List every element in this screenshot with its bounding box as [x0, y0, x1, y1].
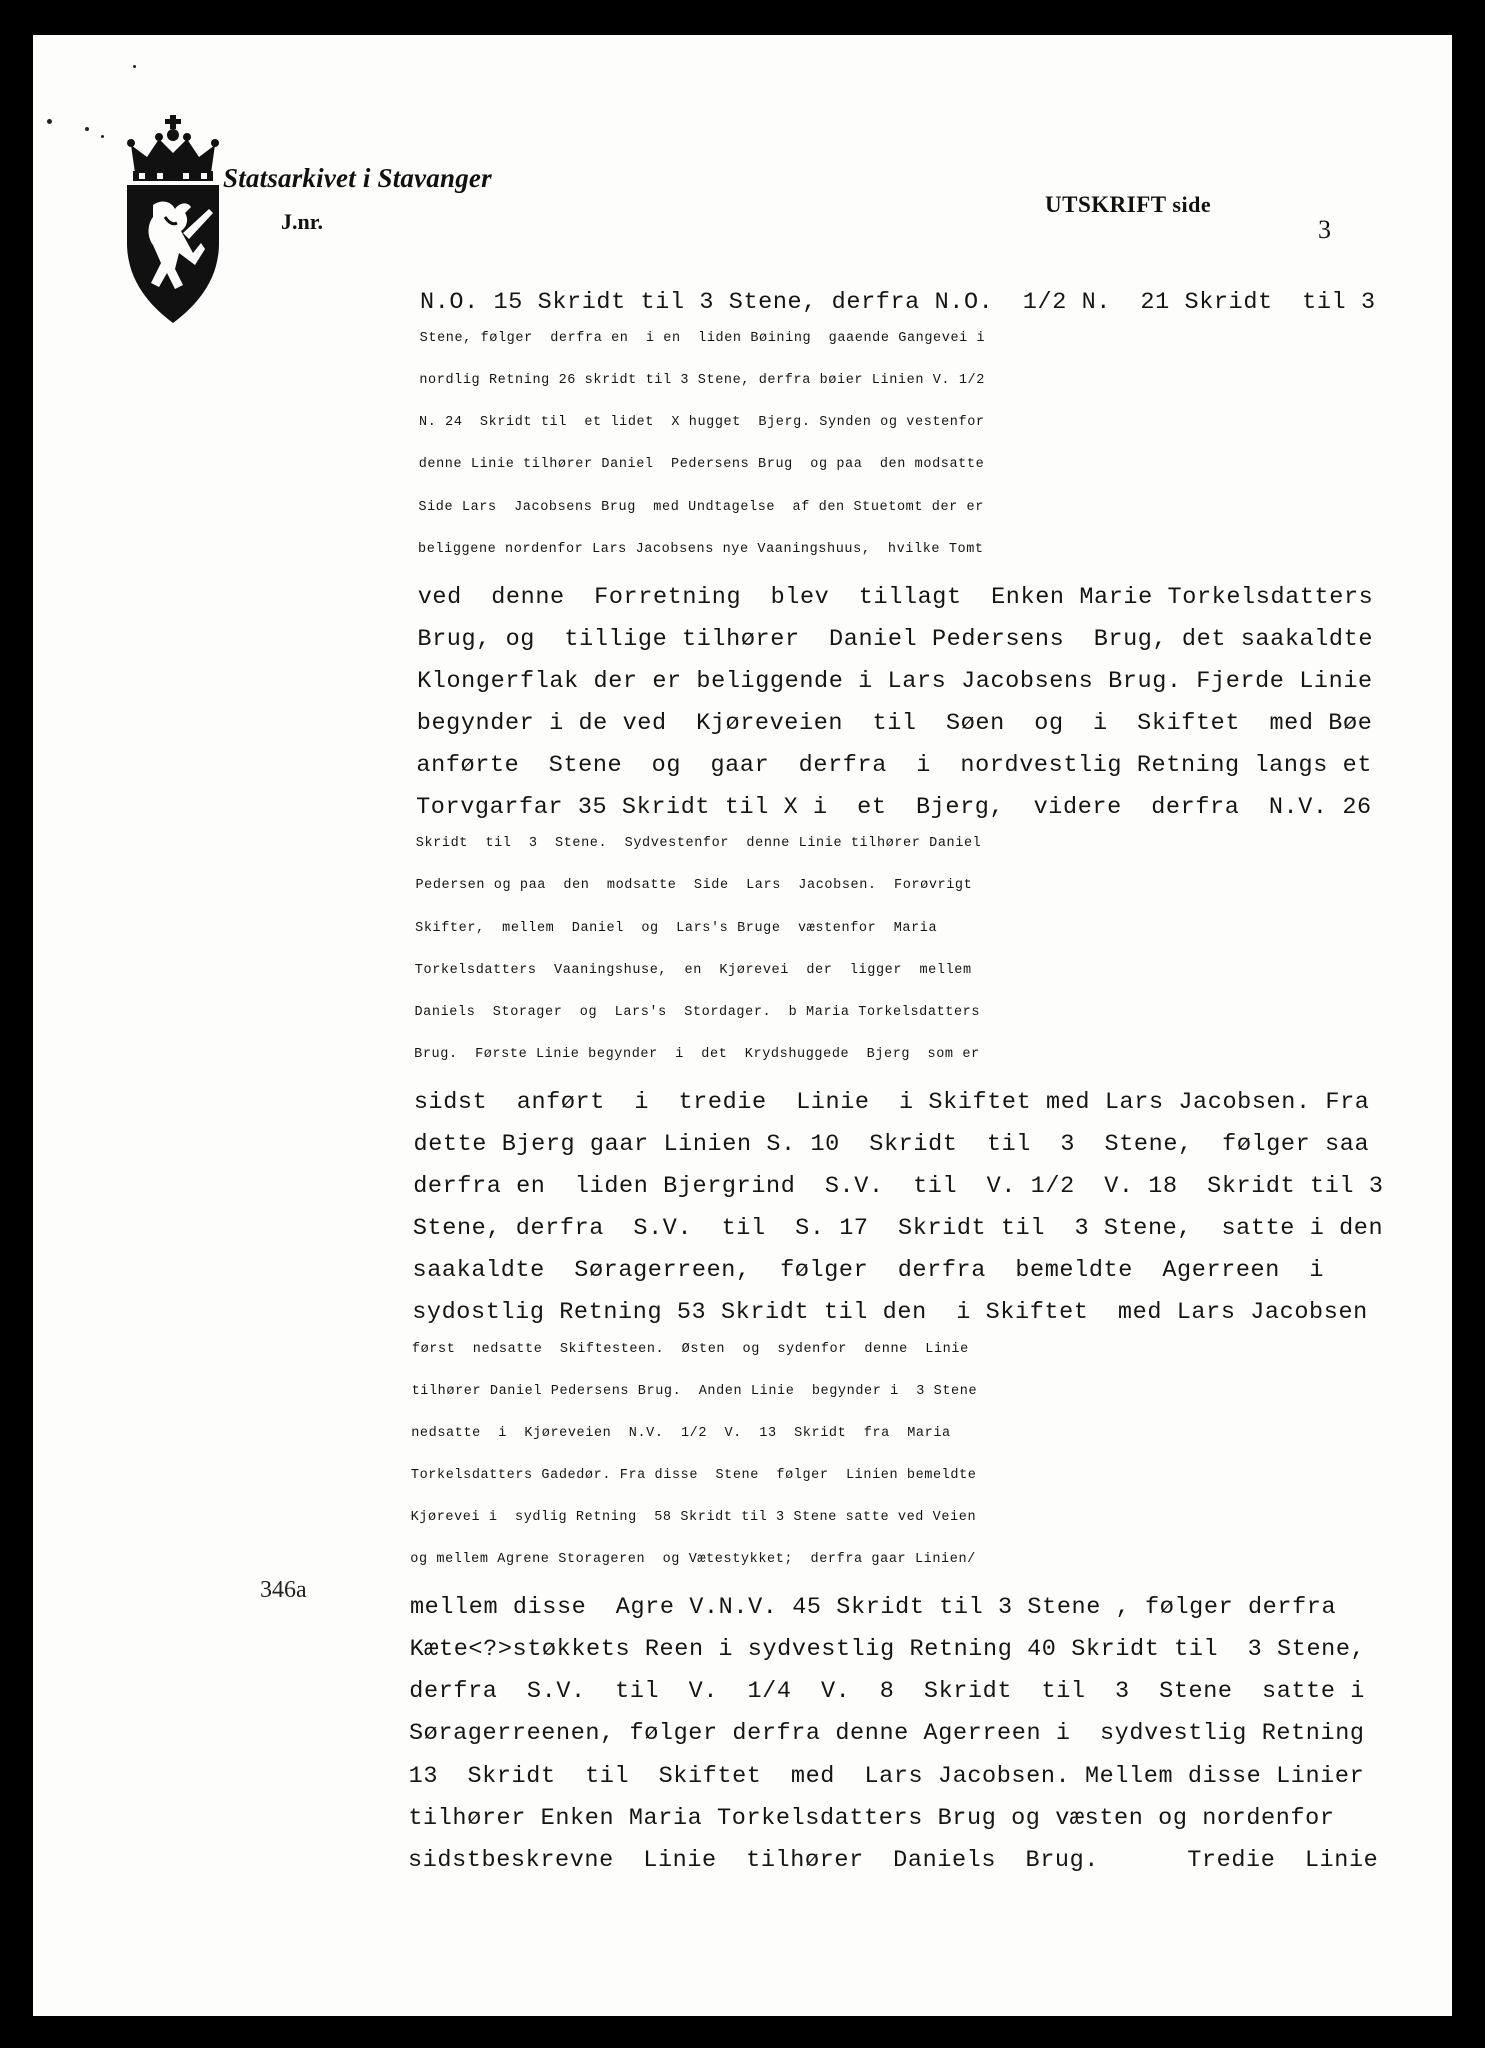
text-line: først nedsatte Skiftesteen. Østen og sydenfor denne Linie [411, 1341, 969, 1357]
text-line: Brug, og tillige tilhører Daniel Pedersens Brug, det saakaldte [417, 625, 1374, 653]
text-line: ved denne Forretning blev tillagt Enken Marie Torkelsdatters [417, 583, 1374, 611]
page-number: 3 [1318, 215, 1331, 244]
text-line: 13 Skridt til Skiftet med Lars Jacobsen. Mellem disse Linier [408, 1762, 1365, 1790]
margin-note: 346a [260, 1577, 307, 1603]
text-line: tilhører Enken Maria Torkelsdatters Brug og væsten og nordenfor [408, 1804, 1335, 1832]
text-line: Stene, følger derfra en i en liden Bøining gaaende Gangevei i [419, 331, 986, 347]
text-line: Brug. Første Linie begynder i det Krydshuggede Bjerg som er [414, 1046, 980, 1062]
text-line: Pedersen og paa den modsatte Side Lars Jacobsen. Forøvrigt [415, 878, 973, 894]
journal-number-label: J.nr. [281, 209, 323, 234]
text-line: Daniels Storager og Lars's Stordager. b Maria Torkelsdatters [414, 1004, 981, 1020]
text-line: Skridt til 3 Stene. Sydvestenfor denne Linie tilhører Daniel [415, 836, 982, 852]
text-line: sidst anført i tredie Linie i Skiftet med Lars Jacobsen. Fra [413, 1088, 1370, 1116]
transcript-body [33, 35, 1452, 2016]
text-line: Torkelsdatters Gadedør. Fra disse Stene følger Linien bemeldte [410, 1467, 977, 1483]
text-line: Kæte<?>støkkets Reen i sydvestlig Retning 40 Skridt til 3 Stene, [409, 1636, 1366, 1664]
document-page [33, 35, 1452, 2016]
text-line: saakaldte Søragerreen, følger derfra bemeldte Agerreen i [412, 1257, 1325, 1285]
text-line: Kjørevei i sydlig Retning 58 Skridt til 3 Stene satte ved Veien [410, 1509, 977, 1525]
text-line: anførte Stene og gaar derfra i nordvestlig Retning langs et [416, 752, 1373, 780]
text-line: Søragerreenen, følger derfra denne Agerreen i sydvestlig Retning [408, 1720, 1365, 1748]
text-line: Klongerflak der er beliggende i Lars Jacobsens Brug. Fjerde Linie [417, 667, 1373, 695]
text-line: sydostlig Retning 53 Skridt til den i Skiftet med Lars Jacobsen [412, 1299, 1368, 1327]
institution-name: Statsarkivet i Stavanger [223, 163, 492, 193]
text-line: nedsatte i Kjøreveien N.V. 1/2 V. 13 Skridt fra Maria [411, 1425, 951, 1441]
side-label: side [1172, 192, 1212, 217]
text-line: Torkelsdatters Vaaningshuse, en Kjørevei der ligger mellem [414, 962, 972, 978]
text-line: denne Linie tilhører Daniel Pedersens Brug og paa den modsatte [418, 457, 985, 473]
text-line: derfra en liden Bjergrind S.V. til V. 1/2 V. 18 Skridt til 3 [413, 1173, 1384, 1201]
text-line: nordlig Retning 26 skridt til 3 Stene, derfra bøier Linien V. 1/2 [419, 373, 985, 389]
text-line: beliggene nordenfor Lars Jacobsens nye Vaaningshuus, hvilke Tomt [418, 541, 984, 557]
text-line: Skifter, mellem Daniel og Lars's Bruge væstenfor Maria [415, 920, 938, 936]
text-line: N. 24 Skridt til et lidet X hugget Bjerg. Synden og vestenfor [419, 415, 985, 431]
text-line: Stene, derfra S.V. til S. 17 Skridt til 3 Stene, satte i den [412, 1215, 1384, 1243]
text-line: N.O. 15 Skridt til 3 Stene, derfra N.O. 1/2 N. 21 Skridt til 3 [420, 289, 1376, 316]
text-line: derfra S.V. til V. 1/4 V. 8 Skridt til 3 Stene satte i [409, 1678, 1365, 1706]
text-line: begynder i de ved Kjøreveien til Søen og i Skiftet med Bøe [416, 710, 1373, 737]
utskrift-label: UTSKRIFT [1045, 192, 1167, 217]
text-line: mellem disse Agre V.N.V. 45 Skridt til 3 Stene , følger derfra [409, 1594, 1337, 1622]
text-line: dette Bjerg gaar Linien S. 10 Skridt til 3 Stene, følger saa [413, 1131, 1370, 1158]
text-line: Torvgarfar 35 Skridt til X i et Bjerg, videre derfra N.V. 26 [416, 794, 1372, 822]
text-line: sidstbeskrevne Linie tilhører Daniels Brug. Tredie Linie [408, 1846, 1379, 1874]
text-line: tilhører Daniel Pedersens Brug. Anden Linie begynder i 3 Stene [411, 1383, 978, 1399]
text-line: og mellem Agrene Storageren og Vætestykket; derfra gaar Linien/ [410, 1552, 976, 1567]
text-line: Side Lars Jacobsens Brug med Undtagelse af den Stuetomt der er [418, 499, 984, 515]
